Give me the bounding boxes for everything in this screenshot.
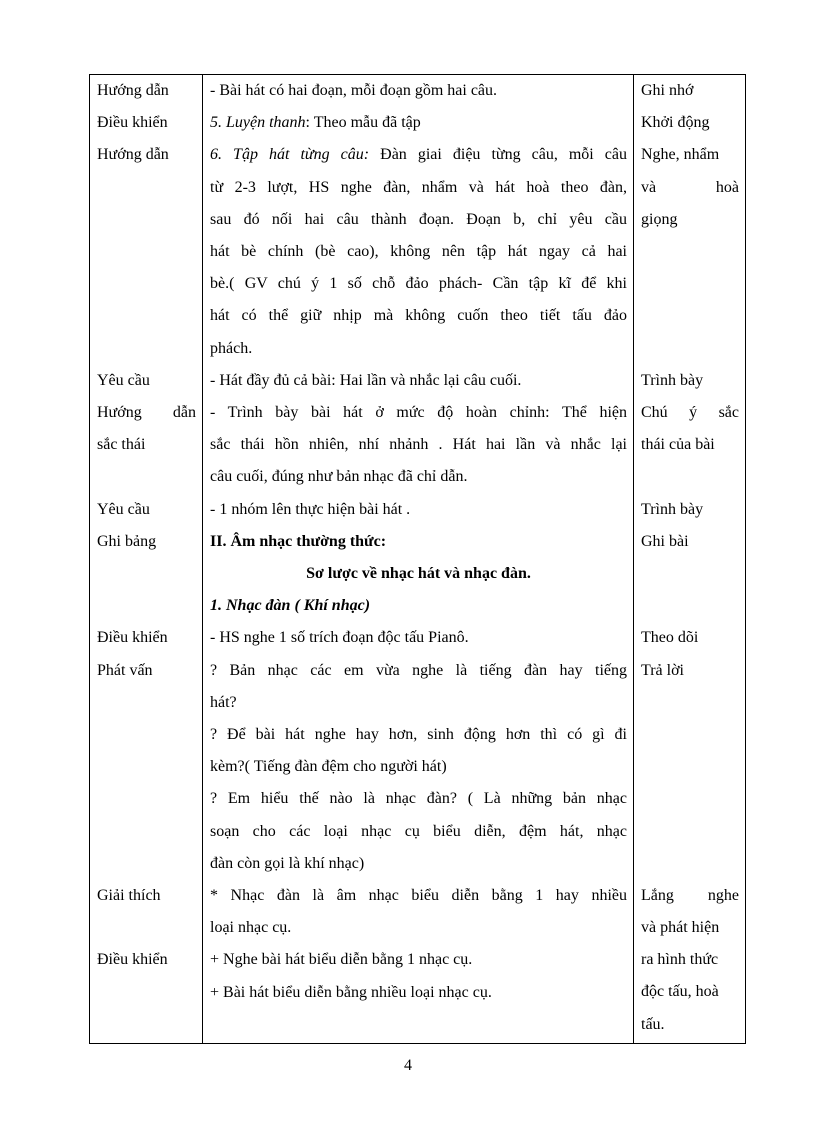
activity-label: Lắng nghe bbox=[641, 886, 739, 904]
method-label bbox=[97, 236, 196, 268]
activity-label: Trình bày bbox=[641, 371, 704, 389]
activity-label: giọng bbox=[641, 210, 678, 228]
method-label bbox=[97, 719, 196, 751]
content-line: - Bài hát có hai đoạn, mỗi đoạn gồm hai câu. bbox=[210, 82, 498, 99]
activity-label: và phát hiện bbox=[641, 919, 720, 937]
method-label: sắc thái bbox=[97, 436, 146, 454]
method-label bbox=[97, 912, 196, 944]
method-label bbox=[97, 687, 196, 719]
student-activity-column bbox=[634, 75, 746, 1044]
content-line: ? Bản nhạc các em vừa nghe là tiếng đàn hay tiếng bbox=[210, 661, 627, 679]
activity-label: và hoà bbox=[641, 178, 739, 196]
activity-label bbox=[641, 719, 739, 751]
activity-label bbox=[641, 461, 739, 493]
method-label bbox=[97, 783, 196, 815]
content-line: câu cuối, đúng như bản nhạc đã chỉ dẫn. bbox=[210, 468, 468, 486]
method-label bbox=[97, 590, 196, 622]
method-label bbox=[97, 461, 196, 493]
activity-label: Nghe, nhẩm bbox=[641, 146, 720, 164]
method-label bbox=[97, 300, 196, 332]
activity-label bbox=[641, 687, 739, 719]
content-line: phách. bbox=[210, 339, 253, 357]
method-label bbox=[97, 1009, 196, 1041]
content-line: kèm?( Tiếng đàn đệm cho người hát) bbox=[210, 758, 447, 776]
method-label bbox=[97, 333, 196, 365]
table-row bbox=[90, 75, 746, 1044]
content-line: sau đó nối hai câu thành đoạn. Đoạn b, chỉ yêu cầu bbox=[210, 210, 627, 228]
activity-label: Chú ý sắc bbox=[641, 403, 739, 421]
activity-label bbox=[641, 783, 739, 815]
content-column bbox=[203, 75, 634, 1044]
method-label: Hướng dẫn bbox=[97, 82, 169, 99]
activity-label bbox=[641, 816, 739, 848]
content-line: + Nghe bài hát biểu diễn bằng 1 nhạc cụ. bbox=[210, 951, 473, 969]
activity-label: ra hình thức bbox=[641, 951, 719, 969]
teacher-method-column bbox=[90, 75, 203, 1044]
content-line: ? Để bài hát nghe hay hơn, sinh động hơn thì có gì đi bbox=[210, 726, 627, 744]
activity-label: Trình bày bbox=[641, 500, 704, 518]
content-line: loại nhạc cụ. bbox=[210, 919, 292, 937]
content-line: hát có thể giữ nhịp mà không cuốn theo tiết tấu đảo bbox=[210, 307, 627, 325]
method-label bbox=[97, 815, 196, 847]
section-subheading: Sơ lược về nhạc hát và nhạc đàn. bbox=[306, 565, 531, 583]
content-line: - Hát đầy đủ cả bài: Hai lần và nhắc lại câu cuối. bbox=[210, 371, 522, 389]
content-line: ? Em hiểu thế nào là nhạc đàn? ( Là những bản nhạc bbox=[210, 790, 627, 808]
activity-label: Ghi bài bbox=[641, 532, 689, 550]
activity-label: Ghi nhớ bbox=[641, 82, 694, 99]
activity-label bbox=[641, 751, 739, 783]
activity-label: thái của bài bbox=[641, 436, 715, 454]
method-label: Hướng dẫn bbox=[97, 403, 196, 421]
content-line: * Nhạc đàn là âm nhạc biểu diễn bằng 1 hay nhiều bbox=[210, 887, 627, 905]
method-label: Giải thích bbox=[97, 886, 161, 904]
content-line: bè.( GV chú ý 1 số chỗ đảo phách- Cần tập kĩ để khi bbox=[210, 275, 627, 293]
activity-label: độc tấu, hoà bbox=[641, 983, 719, 1001]
method-label: Ghi bảng bbox=[97, 532, 157, 550]
content-line: 5. Luyện thanh: Theo mẫu đã tập bbox=[210, 114, 421, 132]
content-line: + Bài hát biểu diễn bằng nhiều loại nhạc cụ. bbox=[210, 983, 492, 1001]
section-heading: II. Âm nhạc thường thức: bbox=[210, 532, 387, 550]
activity-label: Trả lời bbox=[641, 661, 684, 679]
page-number: 4 bbox=[404, 1057, 412, 1074]
subsection-heading: 1. Nhạc đàn ( Khí nhạc) bbox=[210, 597, 371, 615]
activity-label bbox=[641, 236, 739, 268]
method-label bbox=[97, 976, 196, 1008]
activity-label: Theo dõi bbox=[641, 629, 699, 647]
method-label bbox=[97, 751, 196, 783]
lesson-plan-table bbox=[89, 74, 746, 1044]
content-line: từ 2-3 lượt, HS nghe đàn, nhẩm và hát hoà theo đàn, bbox=[210, 178, 627, 196]
content-line: soạn cho các loại nhạc cụ biểu diễn, đệm hát, nhạc bbox=[210, 822, 627, 840]
method-label bbox=[97, 848, 196, 880]
method-label: Yêu cầu bbox=[97, 371, 150, 389]
content-line: - HS nghe 1 số trích đoạn độc tấu Pianô. bbox=[210, 629, 469, 647]
activity-label bbox=[641, 333, 739, 365]
activity-label bbox=[641, 300, 739, 332]
content-line: - 1 nhóm lên thực hiện bài hát . bbox=[210, 500, 411, 518]
activity-label: Khởi động bbox=[641, 114, 710, 132]
activity-label bbox=[641, 848, 739, 880]
method-label: Phát vấn bbox=[97, 661, 153, 679]
content-line: - Trình bày bài hát ở mức độ hoàn chỉnh: Thể hiện bbox=[210, 404, 627, 422]
method-label bbox=[97, 204, 196, 236]
activity-label bbox=[641, 268, 739, 300]
activity-label bbox=[641, 590, 739, 622]
activity-label: tấu. bbox=[641, 1015, 665, 1033]
method-label: Điều khiển bbox=[97, 629, 168, 647]
content-line: hát bè chính (bè cao), không nên tập hát ngay cả hai bbox=[210, 243, 627, 261]
method-label bbox=[97, 172, 196, 204]
content-line: đàn còn gọi là khí nhạc) bbox=[210, 854, 365, 872]
method-label: Điều khiển bbox=[97, 114, 168, 132]
method-label bbox=[97, 268, 196, 300]
activity-label bbox=[641, 558, 739, 590]
content-line: hát? bbox=[210, 693, 237, 711]
method-label: Điều khiển bbox=[97, 951, 168, 969]
content-line: sắc thái hồn nhiên, nhí nhảnh . Hát hai lần và nhắc lại bbox=[210, 436, 627, 454]
method-label: Yêu cầu bbox=[97, 500, 150, 518]
method-label bbox=[97, 558, 196, 590]
content-line: 6. Tập hát từng câu: Đàn giai điệu từng câu, mỗi câu bbox=[210, 146, 627, 164]
method-label: Hướng dẫn bbox=[97, 146, 169, 164]
